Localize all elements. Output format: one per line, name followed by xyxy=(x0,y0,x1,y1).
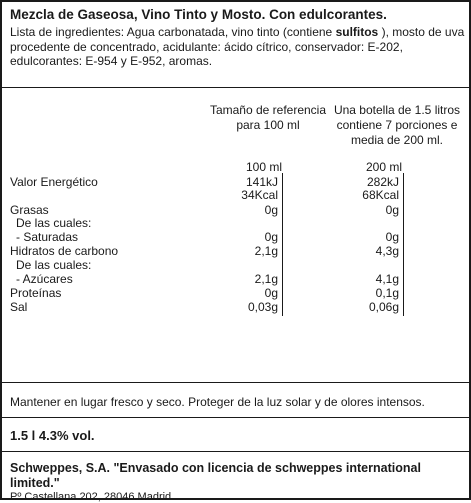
company-address: Pº Castellana 202, 28046 Madrid xyxy=(10,491,172,503)
divider xyxy=(2,417,469,418)
volume-alcohol: 1.5 l 4.3% vol. xyxy=(10,428,95,443)
table-rule-col2 xyxy=(403,173,404,316)
ingredients-text: Lista de ingredientes: Agua carbonatada, vino tinto (contiene xyxy=(10,25,336,39)
row-sugars-100ml: 2,1g xyxy=(254,272,278,286)
col2-header xyxy=(322,103,471,148)
col1-header-line2: para 100 ml xyxy=(236,118,300,132)
energy-label: Valor Energético xyxy=(10,175,98,189)
col1-header xyxy=(198,103,338,133)
row-carbs-label: Hidratos de carbono xyxy=(10,244,119,258)
row-sugars-label: - Azúcares xyxy=(16,272,73,286)
col2-header-line3: media de 200 ml. xyxy=(350,133,444,147)
col2-header-line2: contiene 7 porciones e xyxy=(336,118,458,132)
row-salt-100ml: 0,03g xyxy=(247,300,278,314)
energy-kcal-200ml: 68Kcal xyxy=(362,188,399,202)
row-saturated-200ml: 0g xyxy=(385,230,399,244)
company-line1: Schweppes, S.A. "Envasado con licencia de schweppes international xyxy=(10,461,421,475)
row-sugars-200ml: 4,1g xyxy=(375,272,399,286)
ingredients-list xyxy=(10,25,468,69)
storage-instructions: Mantener en lugar fresco y seco. Proteger de la luz solar y de olores intensos. xyxy=(10,395,425,409)
row-protein-label: Proteínas xyxy=(10,286,62,300)
company-line2: limited." xyxy=(10,476,60,490)
divider xyxy=(2,382,469,383)
row-salt-200ml: 0,06g xyxy=(368,300,399,314)
col2-header-line1: Una botella de 1.5 litros xyxy=(333,103,461,117)
product-title: Mezcla de Gaseosa, Vino Tinto y Mosto. Con edulcorantes. xyxy=(10,7,387,22)
ingredients-text-rest: ), mosto de uva procedente de concentrado, acidulante: ácido cítrico, conservador: E-202, edulcorantes: E-954 y E-952, aromas. xyxy=(10,25,465,68)
allergen-sulfites: sulfitos xyxy=(335,25,379,39)
divider xyxy=(2,451,469,452)
row-saturated-label: - Saturadas xyxy=(16,230,79,244)
row-protein-100ml: 0g xyxy=(264,286,278,300)
row-protein-200ml: 0,1g xyxy=(375,286,399,300)
col1-header-line1: Tamaño de referencia xyxy=(209,103,327,117)
col2-unit: 200 ml xyxy=(366,160,403,174)
row-saturated-100ml: 0g xyxy=(264,230,278,244)
energy-kj-200ml: 282kJ xyxy=(366,175,399,189)
table-rule-col1 xyxy=(282,173,283,316)
row-carbs-sub-label: De las cuales: xyxy=(16,258,92,272)
row-fat-200ml: 0g xyxy=(385,203,399,217)
divider xyxy=(2,87,469,88)
row-salt-label: Sal xyxy=(10,300,28,314)
energy-kj-100ml: 141kJ xyxy=(245,175,278,189)
row-fat-100ml: 0g xyxy=(264,203,278,217)
energy-kcal-100ml: 34Kcal xyxy=(241,188,278,202)
row-fat-label: Grasas xyxy=(10,203,49,217)
row-fat-sub-label: De las cuales: xyxy=(16,216,92,230)
col1-unit: 100 ml xyxy=(246,160,283,174)
row-carbs-100ml: 2,1g xyxy=(254,244,278,258)
row-carbs-200ml: 4,3g xyxy=(375,244,399,258)
